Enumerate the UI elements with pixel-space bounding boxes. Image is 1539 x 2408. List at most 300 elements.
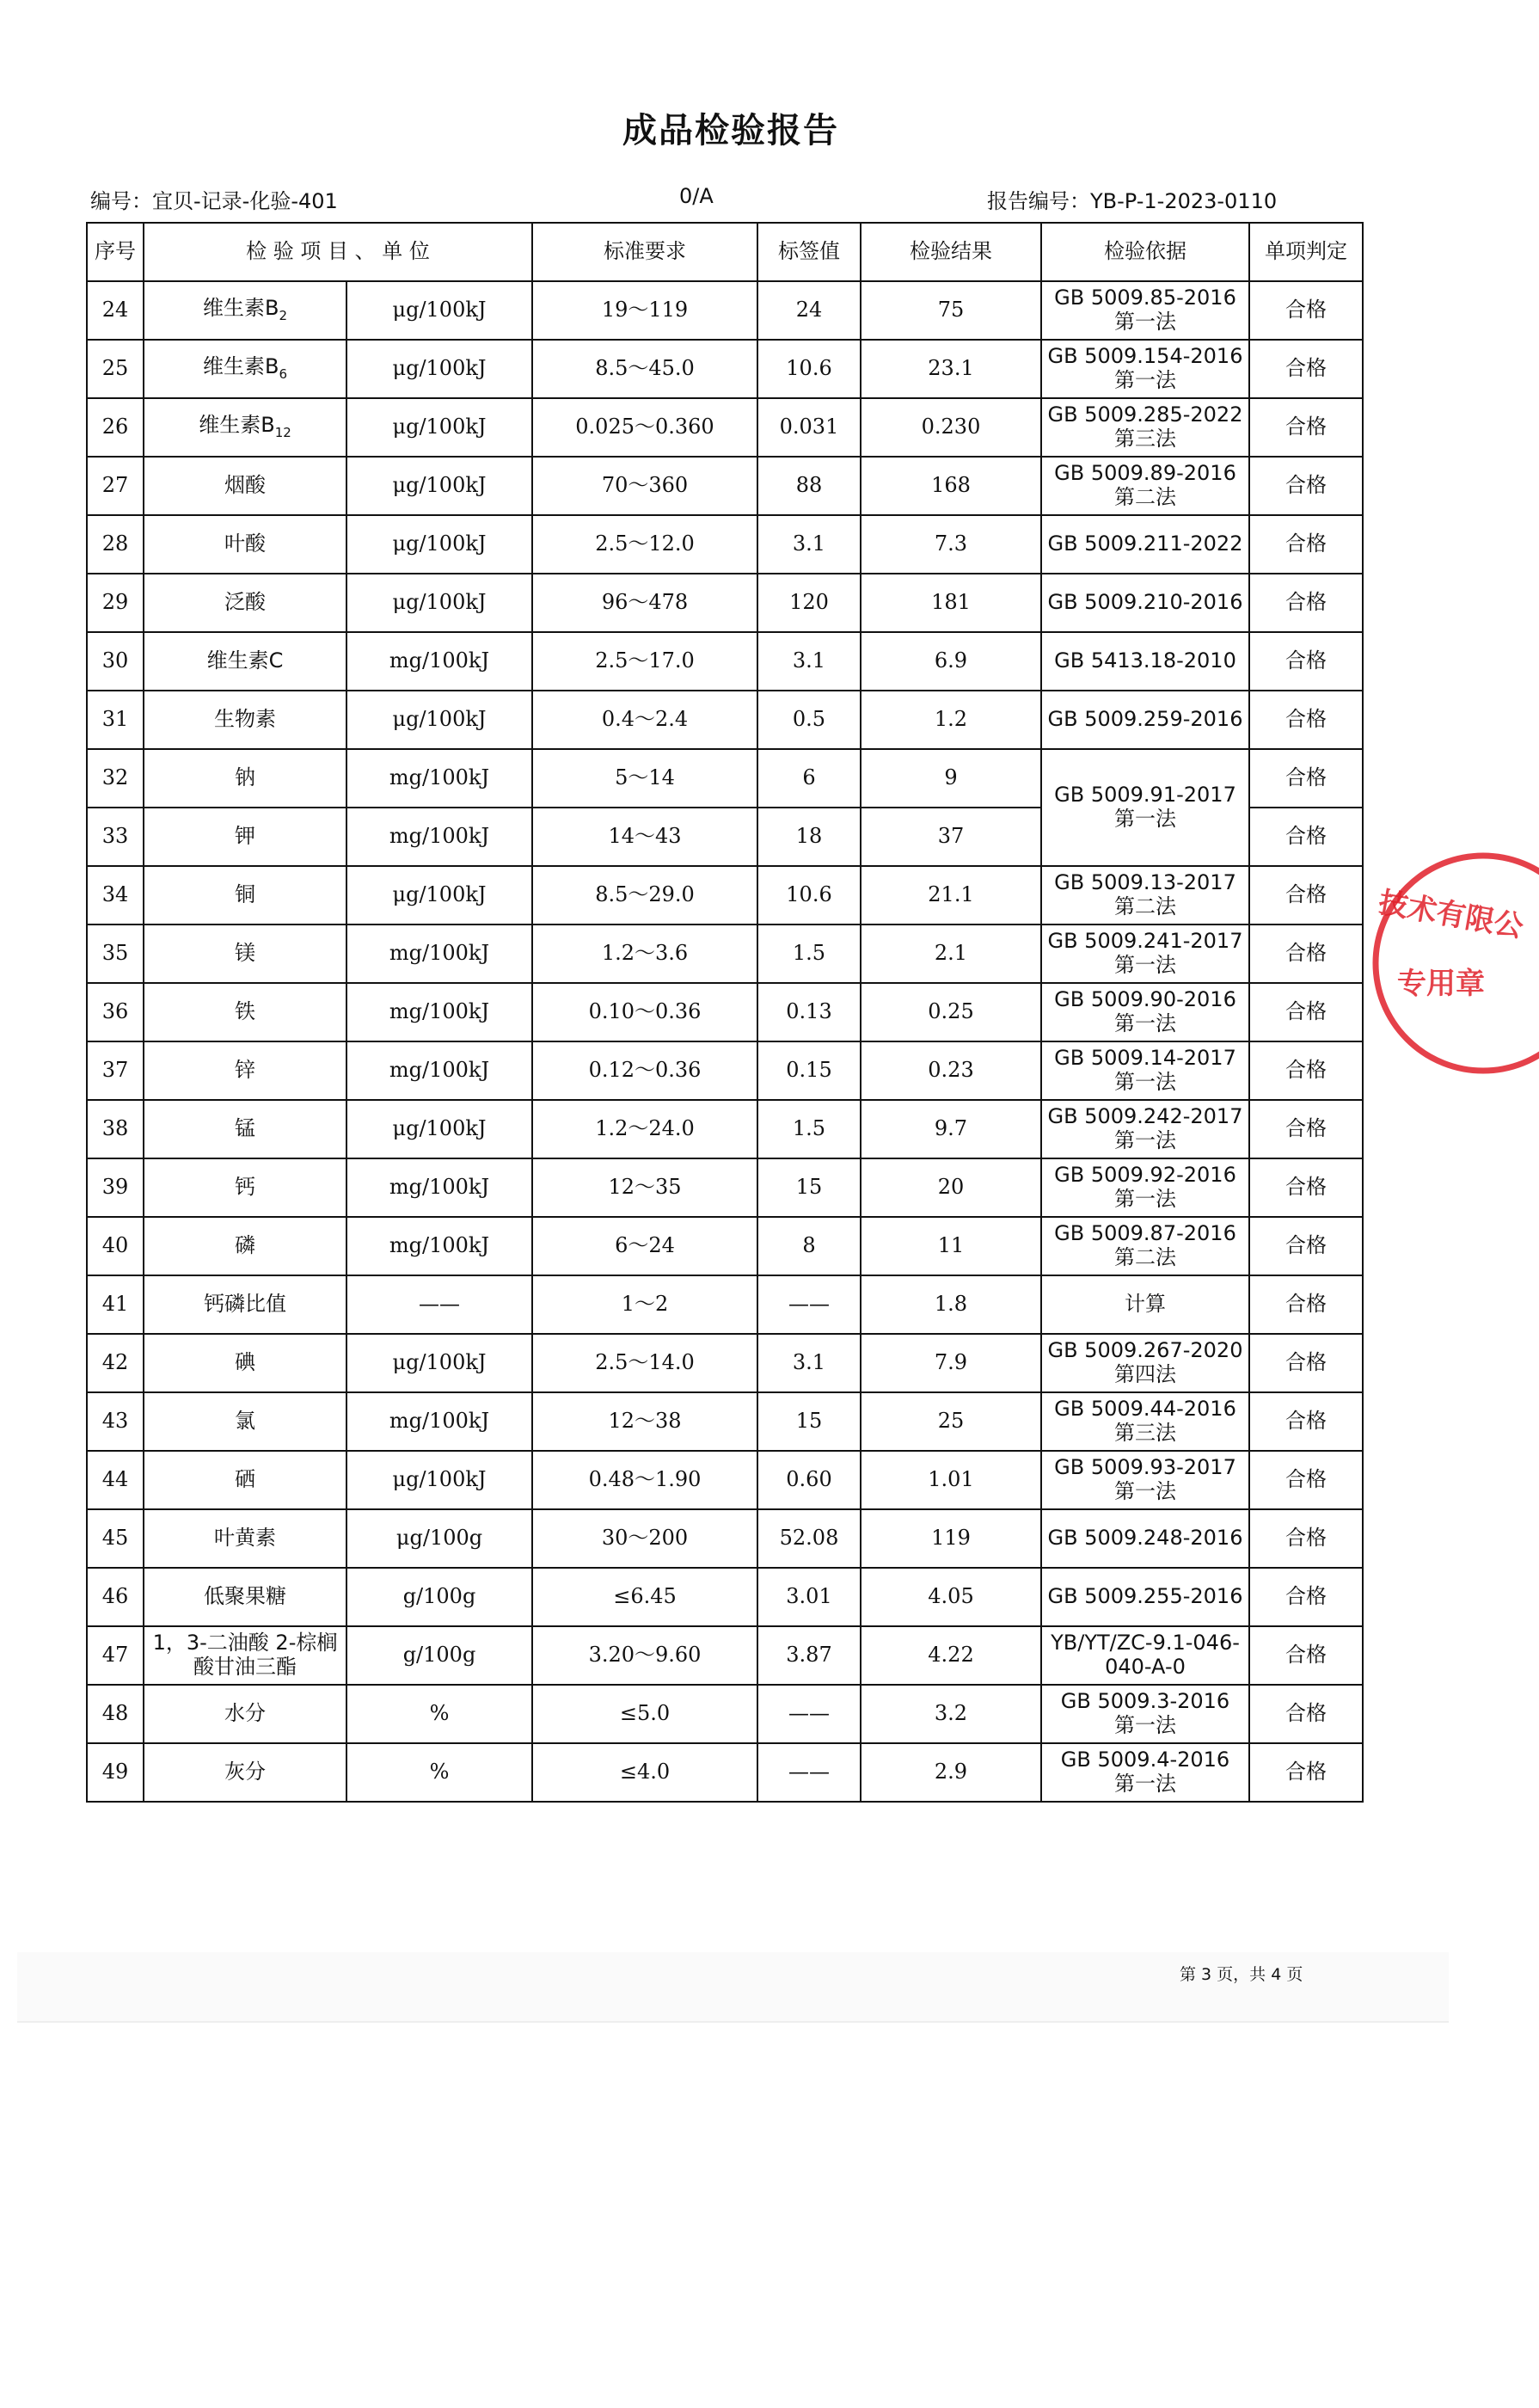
page-footer: 第 3 页，共 4 页 <box>1180 1965 1303 1984</box>
svg-text:技术有限公: 技术有限公 <box>1376 885 1526 945</box>
row-basis-standard: GB 5009.241-2017 <box>1047 929 1243 954</box>
table-row <box>87 866 1363 924</box>
row-standard: 8.5～29.0 <box>532 866 757 924</box>
row-standard: 5～14 <box>532 749 757 808</box>
row-item-name: 1，3-二油酸 2-棕榈酸甘油三酯 <box>152 1631 338 1679</box>
row-result: 3.2 <box>861 1685 1041 1743</box>
row-basis-standard: GB 5009.44-2016 <box>1054 1397 1236 1422</box>
row-item-subscript: 2 <box>279 308 287 324</box>
row-verdict: 合格 <box>1249 1392 1363 1451</box>
row-standard: 2.5～14.0 <box>532 1334 757 1392</box>
row-basis <box>1041 1685 1249 1743</box>
row-result: 37 <box>861 808 1041 866</box>
row-basis <box>1041 1041 1249 1100</box>
row-standard: 12～35 <box>532 1158 757 1217</box>
row-seq: 46 <box>87 1568 144 1626</box>
row-result: 119 <box>861 1509 1041 1568</box>
header-item-unit: 检 验 项 目 、 单 位 <box>144 223 532 281</box>
row-item <box>144 1041 346 1100</box>
row-verdict: 合格 <box>1249 574 1363 632</box>
row-standard: 30～200 <box>532 1509 757 1568</box>
row-seq: 33 <box>87 808 144 866</box>
row-basis <box>1041 1158 1249 1217</box>
row-item <box>144 457 346 515</box>
row-basis-standard: GB 5009.89-2016 <box>1054 461 1236 486</box>
row-result: 4.22 <box>861 1626 1041 1685</box>
row-standard: 0.48～1.90 <box>532 1451 757 1509</box>
row-verdict: 合格 <box>1249 1568 1363 1626</box>
row-seq: 44 <box>87 1451 144 1509</box>
row-unit: μg/100kJ <box>346 574 532 632</box>
row-result: 75 <box>861 281 1041 340</box>
row-result: 1.8 <box>861 1275 1041 1334</box>
row-unit: % <box>346 1685 532 1743</box>
row-basis <box>1041 1217 1249 1275</box>
row-standard: 1.2～24.0 <box>532 1100 757 1158</box>
row-basis-standard: GB 5009.248-2016 <box>1047 1526 1243 1551</box>
row-basis <box>1041 749 1249 866</box>
table-row <box>87 1451 1363 1509</box>
table-row <box>87 924 1363 983</box>
row-standard: 14～43 <box>532 808 757 866</box>
row-basis <box>1041 632 1249 691</box>
row-item-name: 钙磷比值 <box>204 1292 286 1317</box>
row-basis <box>1041 1275 1249 1334</box>
row-seq: 27 <box>87 457 144 515</box>
row-standard: 0.10～0.36 <box>532 983 757 1041</box>
table-row <box>87 749 1363 808</box>
row-item <box>144 515 346 574</box>
row-basis-method: 第二法 <box>1114 894 1176 918</box>
row-unit: μg/100kJ <box>346 1334 532 1392</box>
row-basis-standard: GB 5009.93-2017 <box>1054 1455 1236 1480</box>
row-item-name: 水分 <box>224 1701 266 1726</box>
row-result: 1.01 <box>861 1451 1041 1509</box>
row-verdict: 合格 <box>1249 866 1363 924</box>
row-result: 2.1 <box>861 924 1041 983</box>
row-item-name: 镁 <box>235 941 255 966</box>
table-row <box>87 340 1363 398</box>
row-item-name: 锰 <box>235 1116 255 1141</box>
table-row <box>87 691 1363 749</box>
row-seq: 36 <box>87 983 144 1041</box>
row-item-name: 灰分 <box>224 1760 266 1784</box>
row-result: 4.05 <box>861 1568 1041 1626</box>
row-item-name: 钙 <box>235 1175 255 1200</box>
row-item-subscript: 12 <box>274 425 291 441</box>
row-seq: 42 <box>87 1334 144 1392</box>
row-label-value: 0.13 <box>757 983 861 1041</box>
row-item <box>144 1743 346 1802</box>
row-standard: 96～478 <box>532 574 757 632</box>
row-verdict: 合格 <box>1249 632 1363 691</box>
row-basis-standard: 计算 <box>1125 1292 1166 1317</box>
row-item-name: 钠 <box>235 765 255 790</box>
row-label-value: 120 <box>757 574 861 632</box>
row-seq: 40 <box>87 1217 144 1275</box>
row-verdict: 合格 <box>1249 924 1363 983</box>
row-basis-standard: GB 5009.242-2017 <box>1047 1104 1243 1129</box>
row-unit: g/100g <box>346 1626 532 1685</box>
row-basis-standard: GB 5009.91-2017 <box>1054 783 1236 808</box>
row-basis-method: 第一法 <box>1114 368 1176 392</box>
row-item-name: 维生素B <box>202 296 279 321</box>
row-verdict: 合格 <box>1249 691 1363 749</box>
row-verdict: 合格 <box>1249 1334 1363 1392</box>
row-unit: μg/100kJ <box>346 398 532 457</box>
row-unit: —— <box>346 1275 532 1334</box>
header-label-value: 标签值 <box>757 223 861 281</box>
row-result: 181 <box>861 574 1041 632</box>
table-row <box>87 398 1363 457</box>
row-standard: 6～24 <box>532 1217 757 1275</box>
row-label-value: 3.01 <box>757 1568 861 1626</box>
row-seq: 24 <box>87 281 144 340</box>
row-verdict: 合格 <box>1249 1217 1363 1275</box>
row-basis-standard: GB 5413.18-2010 <box>1054 648 1236 673</box>
row-item <box>144 1451 346 1509</box>
row-verdict: 合格 <box>1249 1685 1363 1743</box>
row-result: 7.3 <box>861 515 1041 574</box>
row-item <box>144 1334 346 1392</box>
row-unit: μg/100kJ <box>346 515 532 574</box>
row-verdict: 合格 <box>1249 808 1363 866</box>
table-row <box>87 281 1363 340</box>
row-standard: ≤4.0 <box>532 1743 757 1802</box>
row-basis-standard: GB 5009.4-2016 <box>1060 1748 1230 1772</box>
table-row <box>87 1392 1363 1451</box>
row-basis <box>1041 1100 1249 1158</box>
row-basis-method: 第一法 <box>1114 310 1176 334</box>
row-label-value: 88 <box>757 457 861 515</box>
row-seq: 47 <box>87 1626 144 1685</box>
row-unit: mg/100kJ <box>346 632 532 691</box>
table-row <box>87 1217 1363 1275</box>
row-basis <box>1041 1334 1249 1392</box>
row-basis-method: 第一法 <box>1114 953 1176 977</box>
row-item-name: 维生素C <box>206 648 284 673</box>
row-basis-method: 第一法 <box>1114 1713 1176 1737</box>
row-label-value: 0.031 <box>757 398 861 457</box>
row-result: 20 <box>861 1158 1041 1217</box>
table-row <box>87 574 1363 632</box>
row-basis-standard: YB/YT/ZC-9.1-046-040-A-0 <box>1051 1631 1240 1679</box>
table-row <box>87 983 1363 1041</box>
row-basis-standard: GB 5009.285-2022 <box>1047 402 1243 427</box>
row-label-value: —— <box>757 1275 861 1334</box>
report-title: 成品检验报告 <box>622 111 839 150</box>
row-seq: 41 <box>87 1275 144 1334</box>
row-seq: 48 <box>87 1685 144 1743</box>
table-row <box>87 1626 1363 1685</box>
inspection-table <box>86 222 1364 1803</box>
header-standard: 标准要求 <box>532 223 757 281</box>
row-label-value: 3.1 <box>757 515 861 574</box>
row-basis <box>1041 515 1249 574</box>
row-standard: 70～360 <box>532 457 757 515</box>
row-item <box>144 1158 346 1217</box>
row-seq: 34 <box>87 866 144 924</box>
row-basis-method: 第一法 <box>1114 1070 1176 1094</box>
row-unit: μg/100kJ <box>346 1451 532 1509</box>
company-seal-icon <box>1341 843 1539 1084</box>
row-basis-method: 第一法 <box>1114 1772 1176 1796</box>
row-item <box>144 808 346 866</box>
row-result: 25 <box>861 1392 1041 1451</box>
row-result: 0.230 <box>861 398 1041 457</box>
row-unit: mg/100kJ <box>346 1041 532 1100</box>
row-label-value: —— <box>757 1743 861 1802</box>
row-label-value: 10.6 <box>757 866 861 924</box>
row-result: 1.2 <box>861 691 1041 749</box>
row-seq: 28 <box>87 515 144 574</box>
row-standard: 2.5～12.0 <box>532 515 757 574</box>
row-basis <box>1041 1626 1249 1685</box>
row-standard: 3.20～9.60 <box>532 1626 757 1685</box>
row-item <box>144 281 346 340</box>
row-verdict: 合格 <box>1249 1275 1363 1334</box>
row-label-value: 3.1 <box>757 632 861 691</box>
row-basis <box>1041 924 1249 983</box>
row-item-name: 泛酸 <box>224 590 266 615</box>
row-unit: μg/100kJ <box>346 340 532 398</box>
row-basis <box>1041 457 1249 515</box>
row-verdict: 合格 <box>1249 515 1363 574</box>
row-basis <box>1041 1392 1249 1451</box>
row-basis <box>1041 691 1249 749</box>
record-number: 编号：宜贝-记录-化验-401 <box>90 189 338 213</box>
row-result: 2.9 <box>861 1743 1041 1802</box>
row-basis-method: 第四法 <box>1114 1362 1176 1386</box>
row-basis-standard: GB 5009.211-2022 <box>1047 531 1243 556</box>
row-label-value: 1.5 <box>757 1100 861 1158</box>
row-unit: mg/100kJ <box>346 924 532 983</box>
row-item-name: 硒 <box>235 1467 255 1492</box>
row-basis-standard: GB 5009.210-2016 <box>1047 590 1243 615</box>
row-seq: 29 <box>87 574 144 632</box>
row-verdict: 合格 <box>1249 1041 1363 1100</box>
row-basis-standard: GB 5009.3-2016 <box>1060 1689 1230 1714</box>
row-item-name: 生物素 <box>214 707 276 732</box>
row-verdict: 合格 <box>1249 398 1363 457</box>
table-row <box>87 1685 1363 1743</box>
row-result: 9.7 <box>861 1100 1041 1158</box>
row-item-name: 铁 <box>235 999 255 1024</box>
row-label-value: 52.08 <box>757 1509 861 1568</box>
row-seq: 43 <box>87 1392 144 1451</box>
row-item-name: 磷 <box>235 1233 255 1258</box>
table-body <box>87 281 1363 1802</box>
row-basis <box>1041 398 1249 457</box>
row-unit: mg/100kJ <box>346 1217 532 1275</box>
table-row <box>87 1568 1363 1626</box>
row-basis <box>1041 281 1249 340</box>
row-basis <box>1041 574 1249 632</box>
header-seq: 序号 <box>87 223 144 281</box>
row-label-value: 6 <box>757 749 861 808</box>
row-standard: ≤6.45 <box>532 1568 757 1626</box>
row-basis-method: 第一法 <box>1114 1011 1176 1035</box>
row-item <box>144 1626 346 1685</box>
row-item <box>144 1392 346 1451</box>
row-basis-standard: GB 5009.255-2016 <box>1047 1584 1243 1609</box>
row-result: 0.25 <box>861 983 1041 1041</box>
row-item <box>144 574 346 632</box>
row-item <box>144 924 346 983</box>
row-basis-standard: GB 5009.92-2016 <box>1054 1163 1236 1188</box>
row-basis-standard: GB 5009.90-2016 <box>1054 987 1236 1012</box>
row-seq: 31 <box>87 691 144 749</box>
row-label-value: 3.1 <box>757 1334 861 1392</box>
row-basis-method: 第一法 <box>1114 1128 1176 1152</box>
row-standard: 1～2 <box>532 1275 757 1334</box>
row-item-name: 碘 <box>235 1350 255 1375</box>
row-standard: 1.2～3.6 <box>532 924 757 983</box>
table-row <box>87 457 1363 515</box>
table-row <box>87 1334 1363 1392</box>
row-item <box>144 632 346 691</box>
table-row <box>87 515 1363 574</box>
row-standard: 0.4～2.4 <box>532 691 757 749</box>
row-item-name: 铜 <box>235 882 255 907</box>
row-standard: 0.025～0.360 <box>532 398 757 457</box>
row-result: 7.9 <box>861 1334 1041 1392</box>
row-item <box>144 340 346 398</box>
row-verdict: 合格 <box>1249 749 1363 808</box>
row-basis-method: 第一法 <box>1114 1479 1176 1503</box>
table-row <box>87 1041 1363 1100</box>
row-verdict: 合格 <box>1249 983 1363 1041</box>
row-basis-standard: GB 5009.13-2017 <box>1054 870 1236 895</box>
row-unit: μg/100kJ <box>346 1100 532 1158</box>
row-label-value: 0.5 <box>757 691 861 749</box>
row-unit: mg/100kJ <box>346 983 532 1041</box>
row-seq: 39 <box>87 1158 144 1217</box>
row-item <box>144 398 346 457</box>
row-verdict: 合格 <box>1249 1451 1363 1509</box>
row-basis-standard: GB 5009.259-2016 <box>1047 707 1243 732</box>
row-result: 168 <box>861 457 1041 515</box>
row-unit: mg/100kJ <box>346 1392 532 1451</box>
row-item-name: 烟酸 <box>224 473 266 498</box>
row-seq: 45 <box>87 1509 144 1568</box>
row-label-value: 15 <box>757 1158 861 1217</box>
row-basis-method: 第一法 <box>1114 807 1176 831</box>
row-basis-method: 第三法 <box>1114 1421 1176 1445</box>
table-row <box>87 1100 1363 1158</box>
row-item-subscript: 6 <box>279 366 287 383</box>
row-standard: 12～38 <box>532 1392 757 1451</box>
header-verdict: 单项判定 <box>1249 223 1363 281</box>
version-number: 0/A <box>679 184 714 208</box>
row-result: 0.23 <box>861 1041 1041 1100</box>
row-basis <box>1041 866 1249 924</box>
row-basis <box>1041 983 1249 1041</box>
row-basis <box>1041 340 1249 398</box>
row-basis-standard: GB 5009.267-2020 <box>1047 1338 1243 1363</box>
row-basis-method: 第三法 <box>1114 427 1176 451</box>
row-unit: μg/100kJ <box>346 866 532 924</box>
row-item-name: 叶酸 <box>224 531 266 556</box>
row-item <box>144 983 346 1041</box>
row-seq: 37 <box>87 1041 144 1100</box>
row-item-name: 叶黄素 <box>214 1526 276 1551</box>
row-unit: mg/100kJ <box>346 749 532 808</box>
row-standard: ≤5.0 <box>532 1685 757 1743</box>
row-label-value: 1.5 <box>757 924 861 983</box>
row-item <box>144 1275 346 1334</box>
row-result: 9 <box>861 749 1041 808</box>
row-label-value: 24 <box>757 281 861 340</box>
row-unit: mg/100kJ <box>346 808 532 866</box>
row-label-value: 10.6 <box>757 340 861 398</box>
table-row <box>87 1158 1363 1217</box>
row-label-value: 8 <box>757 1217 861 1275</box>
row-label-value: 18 <box>757 808 861 866</box>
row-item-name: 维生素B <box>199 413 275 438</box>
row-seq: 32 <box>87 749 144 808</box>
row-result: 23.1 <box>861 340 1041 398</box>
row-item <box>144 1509 346 1568</box>
row-item-name: 锌 <box>235 1058 255 1083</box>
row-seq: 25 <box>87 340 144 398</box>
row-item-name: 钾 <box>235 824 255 849</box>
row-item <box>144 866 346 924</box>
row-basis <box>1041 1509 1249 1568</box>
row-unit: % <box>346 1743 532 1802</box>
row-basis <box>1041 1451 1249 1509</box>
row-item <box>144 691 346 749</box>
table-header-row <box>87 223 1363 281</box>
table-row <box>87 1275 1363 1334</box>
row-item-name: 维生素B <box>202 354 279 379</box>
row-result: 21.1 <box>861 866 1041 924</box>
row-standard: 2.5～17.0 <box>532 632 757 691</box>
row-basis-standard: GB 5009.85-2016 <box>1054 286 1236 310</box>
row-item <box>144 1217 346 1275</box>
row-verdict: 合格 <box>1249 1743 1363 1802</box>
row-seq: 49 <box>87 1743 144 1802</box>
row-item-name: 氯 <box>235 1409 255 1434</box>
row-basis-method: 第二法 <box>1114 485 1176 509</box>
svg-text:专用章: 专用章 <box>1397 967 1485 1001</box>
row-basis-method: 第二法 <box>1114 1245 1176 1269</box>
row-basis-method: 第一法 <box>1114 1187 1176 1211</box>
table-row <box>87 1509 1363 1568</box>
row-basis-standard: GB 5009.87-2016 <box>1054 1221 1236 1246</box>
row-label-value: 15 <box>757 1392 861 1451</box>
row-basis <box>1041 1743 1249 1802</box>
row-verdict: 合格 <box>1249 1100 1363 1158</box>
row-label-value: —— <box>757 1685 861 1743</box>
row-item <box>144 1568 346 1626</box>
report-number: 报告编号：YB-P-1-2023-0110 <box>987 189 1278 213</box>
row-basis <box>1041 1568 1249 1626</box>
row-basis-standard: GB 5009.14-2017 <box>1054 1046 1236 1071</box>
row-verdict: 合格 <box>1249 457 1363 515</box>
row-unit: μg/100g <box>346 1509 532 1568</box>
row-verdict: 合格 <box>1249 1509 1363 1568</box>
row-item <box>144 749 346 808</box>
row-verdict: 合格 <box>1249 340 1363 398</box>
row-basis-standard: GB 5009.154-2016 <box>1047 344 1243 369</box>
row-seq: 35 <box>87 924 144 983</box>
table-row <box>87 1743 1363 1802</box>
row-result: 6.9 <box>861 632 1041 691</box>
row-item <box>144 1100 346 1158</box>
row-standard: 0.12～0.36 <box>532 1041 757 1100</box>
row-label-value: 3.87 <box>757 1626 861 1685</box>
